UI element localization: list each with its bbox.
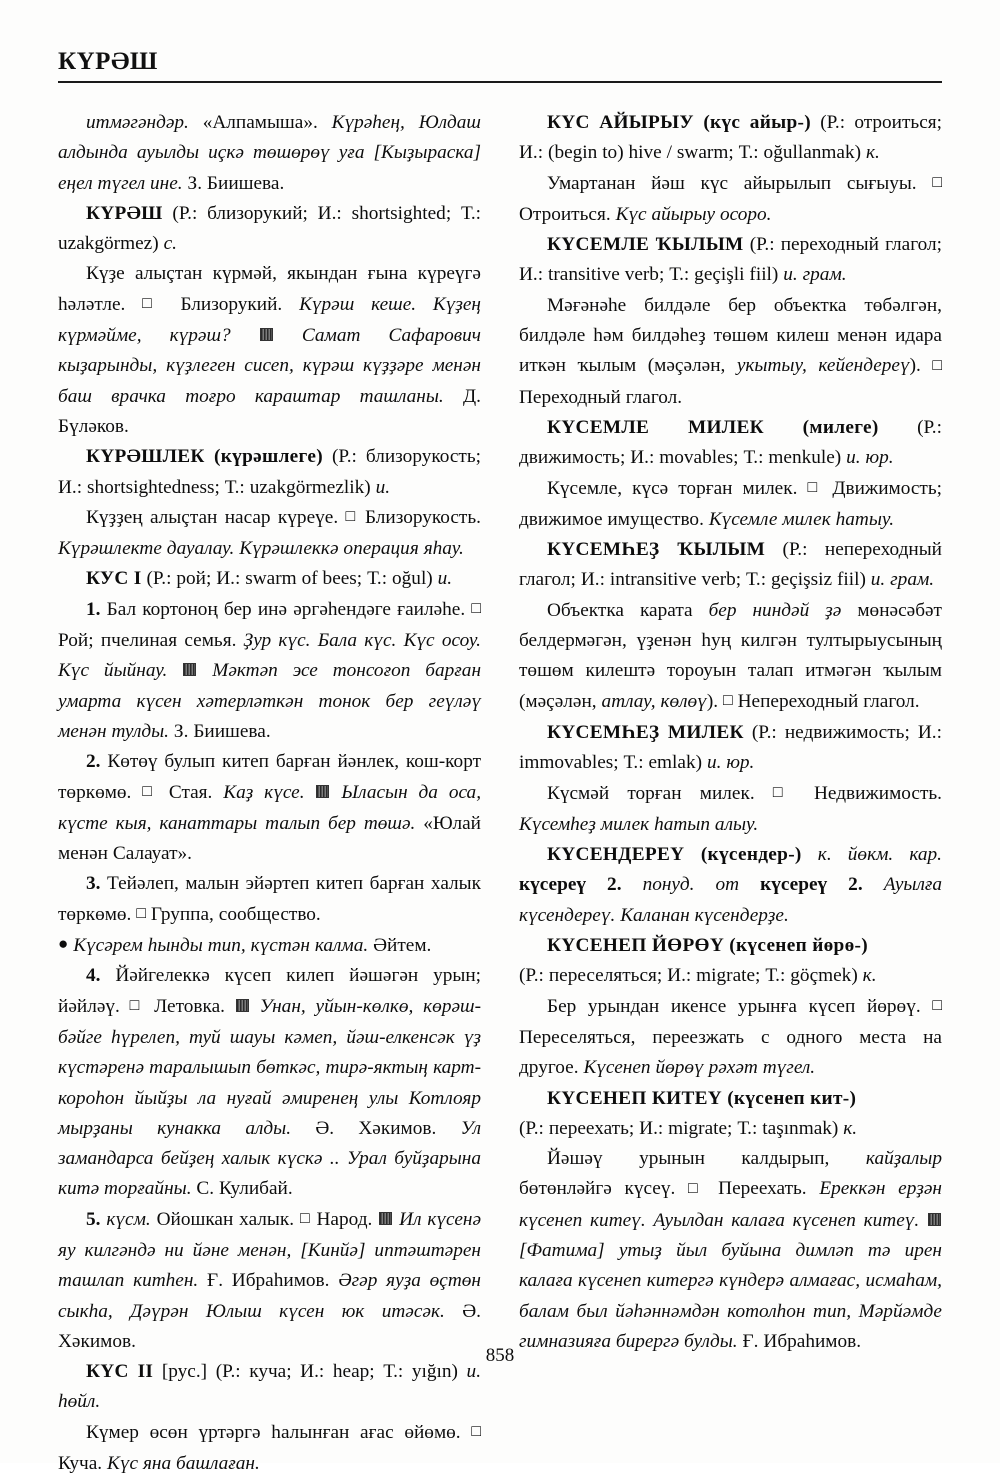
entry-kusenep-yoroyu — [519, 931, 942, 992]
gloss-kusemhez-kylym: (Р.: непереходный глагол; И.: intransitive verb; Т.: geçişsiz fiil) — [519, 539, 942, 591]
citation-text: Мәктәп эсе тонсоғоп барған умарта күсен хәтерләткән тонок бер геүләү менән тулды. — [58, 660, 482, 742]
def-text: Күсемле, күсә торған милек. — [547, 477, 808, 499]
headword-kus-2: КҮС II — [86, 1361, 154, 1383]
sense-3 — [58, 869, 481, 931]
citation-text-1: Ил күсенә яу килгәндә ни йәне менән, [Кинйә] иптәштәрен ташлап китһен. — [58, 1208, 482, 1292]
citation-author: З. Биишева. — [169, 720, 271, 742]
body-kurash — [58, 259, 481, 442]
open-square-icon: □ — [129, 997, 145, 1015]
headword-kusenderu: КҮСЕНДЕРЕҮ (күсендер-) — [547, 844, 802, 866]
citation-author: Д. Бүләков. — [58, 385, 481, 437]
def-examples: укытыу, кейендереү — [736, 355, 910, 377]
continuation-italic-2: Күрәһең, Юлдаш алдында ауылды иçкә төшөрөү уға [Кыҙыраска] еңел түгел ине. — [58, 112, 481, 194]
pos-kus-ayiriu: к. — [865, 142, 880, 164]
sense-2 — [58, 747, 481, 869]
open-square-icon: □ — [932, 997, 942, 1015]
open-square-icon: □ — [932, 174, 942, 192]
gloss-kurashlek: (Р.: близорукость; И.: shortsightedness; Т.: uzakgörmezlik) — [58, 446, 481, 498]
page-header — [58, 48, 942, 83]
headword-kusenep-kiteu: КҮСЕНЕП КИТЕҮ (күсенеп кит-) — [547, 1087, 857, 1109]
def-text: Күҙе алыçтан күрмәй, якындан ғына күреүгә һәләтле. — [58, 263, 481, 315]
def-text-1: Йәшәү урынын калдырып, — [547, 1148, 866, 1170]
body-kusemle-milek — [519, 474, 942, 536]
sense-number: 2. — [86, 751, 101, 773]
headword-kusemle-kylym: КҮСЕМЛЕ ҠЫЛЫМ — [547, 234, 744, 256]
pos-kusenep-yoroyu: к. — [862, 965, 877, 987]
gloss-kusemle-kylym: (Р.: переходный глагол; И.: transitive verb; Т.: geçişli fiil) — [519, 234, 942, 286]
pos-kusemhez-milek: и. юр. — [706, 752, 755, 774]
ru-gloss: Летовка. — [144, 995, 235, 1017]
ru-gloss: Переходный глагол. — [519, 386, 683, 408]
pos-kusenep-kiteu: к. — [843, 1117, 858, 1139]
ref-target-2: күсереү 2. — [739, 874, 863, 896]
ru-gloss: Куча. — [58, 1453, 108, 1475]
example-phrases: Күсемле милек һатыу. — [708, 508, 895, 530]
sense-5 — [58, 1205, 481, 1357]
gloss-kusemle-milek: (Р.: движимость; И.: movables; Т.: menkule) — [519, 416, 942, 469]
def-text-end: ). — [706, 690, 723, 712]
hatched-square-icon — [183, 663, 196, 676]
open-square-icon: □ — [142, 783, 158, 801]
example-phrases: Ҙур күс. Бала күс. Күс осоу. Күс йыйнау. — [58, 630, 481, 682]
entry-kusemle-milek — [519, 413, 942, 474]
proverb-text: Күсәрем һынды тип, күстән калма. — [73, 935, 369, 957]
citation-author: «Юлай менән Салауат». — [58, 812, 481, 865]
citation-text: [Фатима] утыҙ йыл буйына димләп тә ирен калаға күсенеп китергә күндерә алмағас, исмаһам, балам был йәһәннәмдән котолһон тип, Мәрйәмде гимназияға бирергә булды. — [519, 1239, 942, 1352]
bullet-icon: ● — [58, 934, 69, 954]
page-number: 858 — [485, 1345, 515, 1366]
entry-kus-ayiriu — [519, 108, 942, 169]
def-text: Бал кортоноң бер инә әргәһендәге ғаиләһе. — [106, 598, 472, 620]
open-square-icon: □ — [345, 508, 358, 526]
continuation-roman-2: З. Биишева. — [182, 172, 285, 194]
ru-gloss: Близорукий. — [163, 293, 300, 315]
def-examples: атлау, көлөү — [601, 690, 707, 712]
gloss-kusenep-yoroyu: (Р.: переселяться; И.: migrate; Т.: göçmek) — [519, 965, 863, 987]
headword-kusemle-milek: КҮСЕМЛЕ МИЛЕК (милеге) — [547, 416, 879, 438]
pos-kurash: с. — [163, 233, 177, 255]
ru-gloss: Переехать. — [705, 1178, 820, 1200]
headword-kurashlek: КҮРӘШЛЕК (күрәшлеге) — [86, 446, 323, 468]
open-square-icon: □ — [772, 784, 796, 802]
pos-kus-1: и. — [437, 568, 453, 590]
example-phrases: Күсенеп йөрөү рәхәт түгел. — [583, 1057, 816, 1079]
example-phrases: Ереккән ерҙән күсенеп китеү. Ауылдан калаға күсенеп китеү. — [519, 1178, 942, 1231]
headword-kurash: КҮРӘШ — [86, 202, 163, 224]
hatched-square-icon — [236, 999, 249, 1012]
proverb-source: Әйтем. — [368, 935, 432, 957]
usage-label: күсм. — [106, 1208, 151, 1230]
headword-kusemhez-kylym: КҮСЕМҺЕҘ ҠЫЛЫМ — [547, 539, 766, 561]
gloss-kus-1: (Р.: рой; И.: swarm of bees; Т.: oğul) — [141, 568, 438, 590]
header-rule — [58, 81, 942, 83]
headword-kusemhez-milek: КҮСЕМҺЕҘ МИЛЕК — [547, 721, 744, 743]
open-square-icon: □ — [688, 1179, 706, 1197]
open-square-icon: □ — [136, 905, 146, 923]
continuation-italic-1: итмәгәндәр. — [86, 112, 189, 133]
sense-number: 5. — [86, 1208, 101, 1230]
def-text: Көтөү булып китеп барған йәнлек, кош-корт төркөмө. — [58, 751, 482, 803]
open-square-icon: □ — [471, 1423, 481, 1441]
ru-gloss: Народ. — [310, 1208, 379, 1230]
citation-author: Ғ. Ибраһимов. — [737, 1330, 862, 1352]
entry-kusenderu — [519, 840, 942, 931]
body-kus-2 — [58, 1418, 481, 1479]
def-text: Ойошкан халык. — [150, 1208, 300, 1230]
example-phrases: Күс яна башлаған. — [107, 1453, 260, 1475]
sense-number: 1. — [86, 598, 101, 620]
pos-kusemle-milek: и. юр. — [846, 447, 894, 469]
headword-kusenep-yoroyu: КҮСЕНЕП ЙӨРӨҮ (күсенеп йөрө-) — [547, 935, 868, 957]
entry-kusemhez-milek — [519, 718, 942, 779]
example-phrases: Каҙ күсе. — [223, 781, 305, 803]
ref-examples: Ауылға күсендереү. Каланан күсендерҙе. — [519, 874, 943, 926]
citation-author-1: Ғ. Ибраһимов. — [198, 1270, 339, 1292]
continuation-roman-1: «Алпамыша». — [188, 112, 332, 133]
sense-3-proverb — [58, 931, 481, 961]
def-text-end: ). — [909, 355, 933, 377]
example-phrases: Күрәшлекте дауалау. Күрәшлеккә операция яһау. — [58, 538, 464, 560]
hatched-square-icon — [928, 1213, 941, 1226]
citation-text-2: Ул замандарса бейҙең халык күскә .. Урал буйҙарына китә торғайны. — [58, 1117, 481, 1200]
ru-gloss: Переселяться, переезжать с одного места на другое. — [519, 1026, 942, 1079]
open-square-icon: □ — [299, 1210, 311, 1228]
citation-author-2: Ә. Хәкимов. — [58, 1300, 481, 1352]
body-kusemle-kylym — [519, 291, 942, 413]
citation-text: Самат Сафарович кыҙарынды, күҙлеген сисеп, күрәш күҙҙәре менән баш врачка тоғро караштар ташланы. — [58, 325, 481, 407]
citation-text-1: Унан, уйын-көлкө, көрәш-бәйге һүрелеп, туй шауы кәмеп, йәш-елкенсәк үҙ күстәренә таралышып бөткәс, тирә-яктың карт-короһон йыйҙы ла нуғай әмиренең улы Котлояр мырҙаны кунакка алды. — [58, 995, 481, 1139]
def-text: Мәғәнәһе билдәле бер объектка төбәлгән, билдәле һәм билдәһеҙ төшөм килеш менән идара иткән ҡылым (мәçәлән, — [519, 294, 942, 377]
body-kusenep-kiteu — [519, 1144, 942, 1357]
ru-gloss: Рой; пчелиная семья. — [58, 630, 244, 652]
def-italic-1: кайҙалыр — [865, 1148, 942, 1170]
open-square-icon: □ — [807, 479, 823, 497]
two-column-body — [58, 108, 942, 1479]
example-phrases: Күс айырыу осоро. — [615, 203, 772, 225]
citation-text-2: Әгәр яуҙа өçтөн сыкһа, Дәүрән Юлыш күсен юк итәсәк. — [58, 1270, 481, 1322]
pos-kurashlek: и. — [375, 476, 391, 498]
ref-target-1: күсереү 2. — [519, 874, 622, 896]
pos-kus-2: и. һөйл. — [58, 1361, 482, 1413]
running-head: КҮРӘШ — [58, 48, 158, 75]
hatched-square-icon — [379, 1212, 392, 1225]
gloss-kus-2: (Р.: куча; И.: heap; Т.: yığın) — [207, 1361, 467, 1383]
ru-gloss: Непереходный глагол. — [732, 690, 920, 712]
body-kurashlek — [58, 503, 481, 565]
sense-number: 4. — [86, 965, 101, 987]
ru-gloss: Группа, сообщество. — [145, 903, 321, 925]
entry-kusenep-kiteu — [519, 1084, 942, 1145]
headword-kus-1: КУС I — [86, 568, 142, 590]
open-square-icon: □ — [142, 295, 164, 313]
ru-gloss: Движимость; движимое имущество. — [519, 477, 942, 530]
left-column — [58, 108, 481, 1479]
entry-kurash — [58, 199, 481, 260]
gloss-kus-ayiriu: (Р.: отроиться; И.: (begin to) hive / swarm; Т.: oğullanmak) — [519, 112, 942, 164]
entry-kurash-continuation — [58, 108, 481, 199]
ru-gloss: Отроиться. — [519, 203, 616, 225]
citation-author-2: С. Кулибай. — [191, 1178, 293, 1200]
open-square-icon: □ — [932, 356, 942, 374]
gloss-kusemhez-milek: (Р.: недвижимость; И.: immovables; Т.: emlak) — [519, 721, 942, 774]
ru-gloss: Стая. — [157, 781, 224, 803]
def-text: Күҙҙең алыçтан насар күреүе. — [86, 506, 346, 528]
def-text: Умартанан йәш күс айырылып сығыуы. — [547, 172, 933, 194]
entry-kusemhez-kylym — [519, 535, 942, 596]
gloss-kusenep-kiteu: (Р.: переехать; И.: migrate; Т.: taşınmak) — [519, 1117, 844, 1139]
entry-kus-1 — [58, 564, 481, 594]
pos-kusemhez-kylym: и. грам. — [870, 569, 935, 591]
citation-author-1: Ә. Хәкимов. — [291, 1117, 461, 1139]
example-phrases: Күрәш кеше. Күҙең күрмәйме, күрәш? — [58, 293, 481, 347]
hatched-square-icon — [316, 785, 329, 798]
def-text: Тейәлеп, малын эйәртеп китеп барған халык төркөмө. — [58, 873, 481, 925]
ref-label-2: понуд. от — [621, 874, 740, 896]
body-kus-ayiriu — [519, 169, 942, 231]
body-kusemhez-milek — [519, 779, 942, 841]
sense-4 — [58, 961, 481, 1204]
etymology-bracket: [рус.] — [161, 1361, 208, 1383]
headword-kus-ayiriu: КҮС АЙЫРЫУ (күс айыр-) — [547, 112, 811, 133]
entry-kusemle-kylym — [519, 230, 942, 291]
def-italic-1: бер ниндәй ҙә — [708, 599, 842, 621]
citation-text: Ыласын да оса, күсте кыя, канаттары талып бер төшә. — [58, 781, 482, 834]
def-text: Бер урындан икенсе урынға күсеп йөрөү. — [547, 995, 933, 1017]
ref-label-1: к. йөкм. кар. — [817, 844, 943, 866]
body-kusemhez-kylym — [519, 596, 942, 718]
entry-kurashlek — [58, 442, 481, 503]
hatched-square-icon — [260, 328, 273, 341]
open-square-icon: □ — [723, 692, 733, 710]
sense-number: 3. — [86, 873, 101, 895]
open-square-icon: □ — [471, 600, 481, 618]
def-text-2: бөтөнләйгә күсеү. — [519, 1178, 689, 1200]
def-text-2: мөнәсәбәт белдермәгән, үҙенән һуң килгән тултырыусының төшөм килештә тороуын талап итмәгән ҡылым (мәçәлән, — [519, 599, 942, 712]
sense-1 — [58, 595, 481, 747]
def-text: Йәйгелеккә күсеп килеп йәшәгән урын; йәйләү. — [58, 965, 481, 1017]
ru-gloss: Близорукость. — [357, 506, 481, 528]
example-phrases: Күсемһеҙ милек һатып алыу. — [519, 813, 759, 835]
def-text-1: Объектка карата — [547, 599, 709, 621]
gloss-kurash: (Р.: близорукий; И.: shortsighted; Т.: uzakgörmez) — [58, 202, 481, 255]
pos-kusemle-kylym: и. грам. — [783, 264, 847, 286]
def-text: Күсмәй торған милек. — [547, 782, 773, 804]
body-kusenep-yoroyu — [519, 992, 942, 1084]
def-text: Күмер өсөн үртәргә һалынған ағас өйөмө. — [86, 1421, 472, 1443]
right-column — [519, 108, 942, 1479]
ru-gloss: Недвижимость. — [795, 782, 942, 804]
